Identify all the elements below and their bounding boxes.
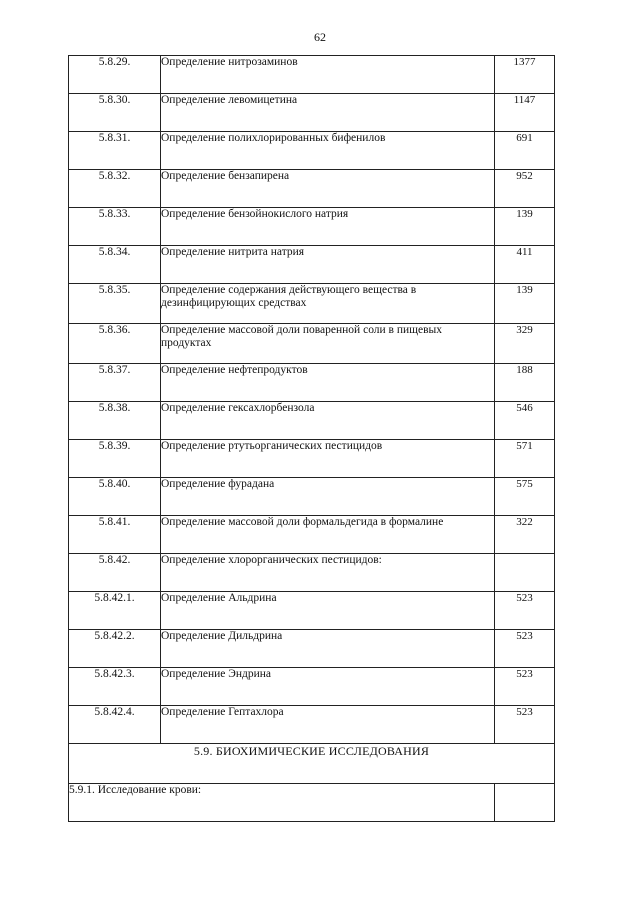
table-row xyxy=(69,284,555,324)
row-code: 5.8.42.2. xyxy=(69,630,161,668)
row-name: Определение фурадана xyxy=(161,478,495,516)
row-code: 5.8.41. xyxy=(69,516,161,554)
row-code: 5.8.31. xyxy=(69,132,161,170)
row-price: 523 xyxy=(495,630,555,668)
row-code: 5.8.35. xyxy=(69,284,161,324)
row-code: 5.8.42.1. xyxy=(69,592,161,630)
row-price: 523 xyxy=(495,706,555,744)
row-name: Определение Эндрина xyxy=(161,668,495,706)
row-name: Определение хлорорганических пестицидов: xyxy=(161,554,495,592)
table-row xyxy=(69,706,555,744)
section-title: 5.9. БИОХИМИЧЕСКИЕ ИССЛЕДОВАНИЯ xyxy=(69,744,555,784)
row-price: 1147 xyxy=(495,94,555,132)
subsection-row xyxy=(69,784,555,822)
row-name: Определение массовой доли поваренной соли в пищевых продуктах xyxy=(161,324,495,364)
row-name: Определение полихлорированных бифенилов xyxy=(161,132,495,170)
row-name: Определение нитрозаминов xyxy=(161,56,495,94)
row-price: 571 xyxy=(495,440,555,478)
table-row xyxy=(69,630,555,668)
table-row xyxy=(69,170,555,208)
row-price: 188 xyxy=(495,364,555,402)
row-price: 411 xyxy=(495,246,555,284)
table-row xyxy=(69,402,555,440)
page-number: 62 xyxy=(314,30,326,44)
price-list-table xyxy=(68,55,555,822)
row-code: 5.8.32. xyxy=(69,170,161,208)
row-code: 5.8.38. xyxy=(69,402,161,440)
row-name: Определение содержания действующего вещества в дезинфицирующих средствах xyxy=(161,284,495,324)
row-name: Определение бензойнокислого натрия xyxy=(161,208,495,246)
row-name: Определение гексахлорбензола xyxy=(161,402,495,440)
row-price: 322 xyxy=(495,516,555,554)
row-code: 5.8.42.3. xyxy=(69,668,161,706)
subsection-price xyxy=(495,784,555,822)
section-row xyxy=(69,744,555,784)
row-code: 5.8.37. xyxy=(69,364,161,402)
table-row xyxy=(69,208,555,246)
row-price: 139 xyxy=(495,208,555,246)
row-code: 5.8.42.4. xyxy=(69,706,161,744)
row-code: 5.8.34. xyxy=(69,246,161,284)
row-price: 546 xyxy=(495,402,555,440)
row-price xyxy=(495,554,555,592)
row-code: 5.8.39. xyxy=(69,440,161,478)
row-name: Определение нефтепродуктов xyxy=(161,364,495,402)
row-price: 691 xyxy=(495,132,555,170)
table-row xyxy=(69,516,555,554)
row-price: 1377 xyxy=(495,56,555,94)
table-row xyxy=(69,554,555,592)
table-row xyxy=(69,132,555,170)
table-row xyxy=(69,56,555,94)
row-price: 139 xyxy=(495,284,555,324)
row-name: Определение Гептахлора xyxy=(161,706,495,744)
table-row xyxy=(69,364,555,402)
row-name: Определение нитрита натрия xyxy=(161,246,495,284)
table-row xyxy=(69,324,555,364)
row-code: 5.8.30. xyxy=(69,94,161,132)
row-price: 523 xyxy=(495,592,555,630)
table-row xyxy=(69,440,555,478)
row-price: 952 xyxy=(495,170,555,208)
row-name: Определение Альдрина xyxy=(161,592,495,630)
row-code: 5.8.29. xyxy=(69,56,161,94)
row-name: Определение левомицетина xyxy=(161,94,495,132)
table-row xyxy=(69,246,555,284)
row-name: Определение ртутьорганических пестицидов xyxy=(161,440,495,478)
table-row xyxy=(69,478,555,516)
row-name: Определение Дильдрина xyxy=(161,630,495,668)
row-code: 5.8.40. xyxy=(69,478,161,516)
row-name: Определение массовой доли формальдегида в формалине xyxy=(161,516,495,554)
row-name: Определение бензапирена xyxy=(161,170,495,208)
subsection-label: 5.9.1. Исследование крови: xyxy=(69,784,495,822)
row-code: 5.8.36. xyxy=(69,324,161,364)
row-code: 5.8.33. xyxy=(69,208,161,246)
table-row xyxy=(69,668,555,706)
table-row xyxy=(69,94,555,132)
row-price: 575 xyxy=(495,478,555,516)
row-price: 329 xyxy=(495,324,555,364)
table-row xyxy=(69,592,555,630)
row-code: 5.8.42. xyxy=(69,554,161,592)
row-price: 523 xyxy=(495,668,555,706)
